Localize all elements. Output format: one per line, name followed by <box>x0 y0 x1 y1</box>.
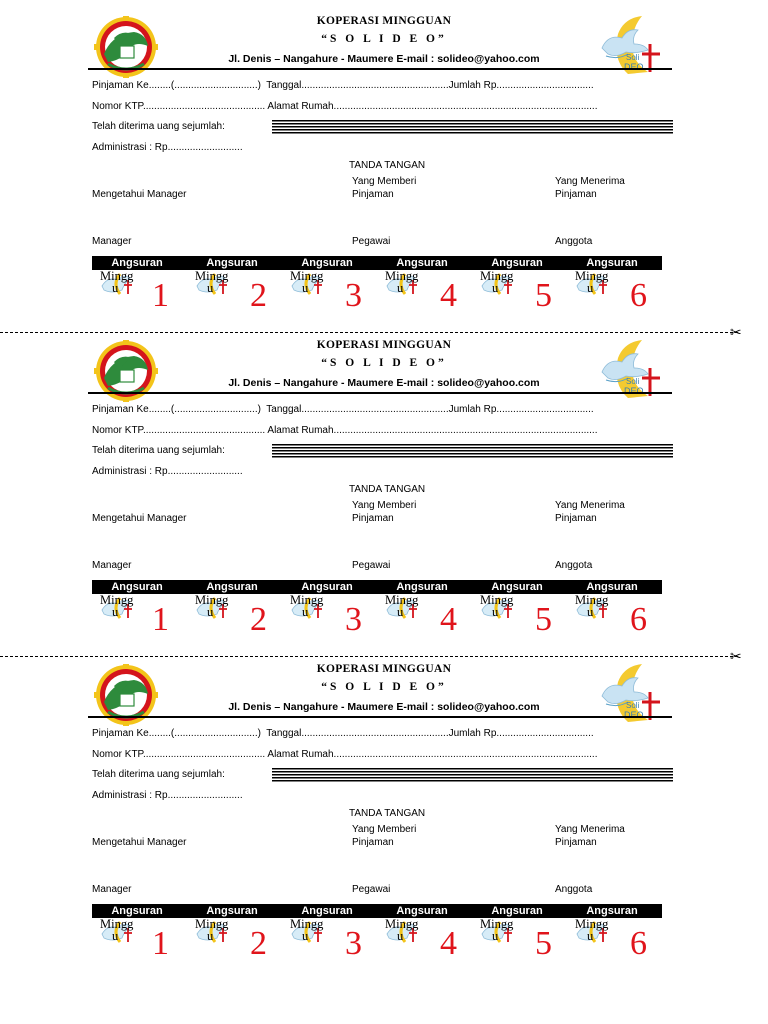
week-label-line2: u <box>302 605 309 619</box>
lender-caption-line2: Pinjaman <box>352 837 394 848</box>
amount-received-label: Telah diterima uang sejumlah: <box>92 769 225 780</box>
installment-number: 3 <box>345 925 362 962</box>
installment-number: 4 <box>440 925 457 962</box>
soli-deo-logo <box>598 338 666 400</box>
installment-header: Angsuran <box>301 905 353 917</box>
week-label-line2: u <box>397 281 404 295</box>
installment-header: Angsuran <box>586 581 638 593</box>
installment-header: Angsuran <box>111 257 163 269</box>
week-label-line2: u <box>587 281 594 295</box>
signature-heading: TANDA TANGAN <box>349 160 426 171</box>
week-label-line1: Mingg <box>575 269 609 283</box>
week-label-line2: u <box>207 605 214 619</box>
week-label-line1: Mingg <box>385 917 419 931</box>
employee-signature-label: Pegawai <box>352 560 391 571</box>
organization-address: Jl. Denis – Nangahure - Maumere E-mail : solideo@yahoo.com <box>228 377 540 389</box>
scissors-icon: ✂ <box>730 648 742 664</box>
svg-text:DEO: DEO <box>624 386 644 396</box>
loan-number-date-amount-field[interactable]: Pinjaman Ke........(..............................) Tanggal.....................................................Jumlah Rp................................... <box>92 728 594 739</box>
installment-number: 5 <box>535 925 552 962</box>
installment-number: 1 <box>152 277 169 314</box>
loan-slip <box>0 324 768 644</box>
installment-header: Angsuran <box>491 581 543 593</box>
installment-header: Angsuran <box>491 905 543 917</box>
receiver-caption-line2: Pinjaman <box>555 513 597 524</box>
manager-signature-label: Manager <box>92 884 132 895</box>
installment-number: 6 <box>630 601 647 638</box>
administration-fee-field[interactable]: Administrasi : Rp........................... <box>92 142 243 153</box>
dove-icon <box>598 662 666 724</box>
employee-signature-label: Pegawai <box>352 884 391 895</box>
week-label-line1: Mingg <box>290 269 324 283</box>
week-label-line1: Mingg <box>385 269 419 283</box>
week-label-line2: u <box>302 281 309 295</box>
week-label-line1: Mingg <box>290 593 324 607</box>
installment-header: Angsuran <box>396 257 448 269</box>
week-label-line1: Mingg <box>480 917 514 931</box>
signature-heading: TANDA TANGAN <box>349 484 426 495</box>
administration-fee-field[interactable]: Administrasi : Rp........................... <box>92 466 243 477</box>
header-divider <box>88 392 672 394</box>
installment-header: Angsuran <box>586 257 638 269</box>
organization-motto: “S O L I D E O” <box>321 33 447 45</box>
week-label-line2: u <box>492 929 499 943</box>
week-label <box>195 270 228 294</box>
organization-name: KOPERASI MINGGUAN <box>316 15 452 27</box>
installment-header: Angsuran <box>396 905 448 917</box>
week-label <box>575 594 608 618</box>
installment-header: Angsuran <box>301 581 353 593</box>
receiver-caption-line2: Pinjaman <box>555 837 597 848</box>
receiver-caption-line2: Pinjaman <box>555 189 597 200</box>
week-label-line2: u <box>587 929 594 943</box>
installment-number: 3 <box>345 601 362 638</box>
organization-motto: “S O L I D E O” <box>321 681 447 693</box>
week-label-line2: u <box>112 281 119 295</box>
week-label-line2: u <box>587 605 594 619</box>
week-label-line2: u <box>492 281 499 295</box>
week-label-line1: Mingg <box>100 593 134 607</box>
amount-in-words-field[interactable] <box>272 120 673 134</box>
dove-icon <box>598 14 666 76</box>
organization-name: KOPERASI MINGGUAN <box>316 339 452 351</box>
organization-address: Jl. Denis – Nangahure - Maumere E-mail : solideo@yahoo.com <box>228 701 540 713</box>
amount-in-words-field[interactable] <box>272 768 673 782</box>
soli-deo-logo <box>598 14 666 76</box>
cut-line <box>0 656 738 657</box>
installment-header: Angsuran <box>111 905 163 917</box>
manager-approval-caption: Mengetahui Manager <box>92 513 187 524</box>
week-label <box>385 270 418 294</box>
loan-slip <box>0 0 768 320</box>
lender-caption-line2: Pinjaman <box>352 513 394 524</box>
manager-approval-caption: Mengetahui Manager <box>92 189 187 200</box>
loan-number-date-amount-field[interactable]: Pinjaman Ke........(..............................) Tanggal.....................................................Jumlah Rp................................... <box>92 404 594 415</box>
lender-caption-line1: Yang Memberi <box>352 824 417 835</box>
week-label <box>100 918 133 942</box>
signature-heading: TANDA TANGAN <box>349 808 426 819</box>
week-label <box>290 594 323 618</box>
receiver-caption-line1: Yang Menerima <box>555 176 625 187</box>
header-divider <box>88 716 672 718</box>
week-label <box>195 594 228 618</box>
week-label <box>575 918 608 942</box>
week-label <box>385 594 418 618</box>
week-label <box>480 918 513 942</box>
installment-number: 4 <box>440 277 457 314</box>
member-signature-label: Anggota <box>555 236 593 247</box>
installment-number: 6 <box>630 925 647 962</box>
organization-motto: “S O L I D E O” <box>321 357 447 369</box>
week-label <box>195 918 228 942</box>
installment-header: Angsuran <box>491 257 543 269</box>
week-label-line2: u <box>207 929 214 943</box>
id-number-address-field[interactable]: Nomor KTP............................................ Alamat Rumah............................................................................................... <box>92 749 598 760</box>
id-number-address-field[interactable]: Nomor KTP............................................ Alamat Rumah............................................................................................... <box>92 101 598 112</box>
manager-signature-label: Manager <box>92 236 132 247</box>
week-label-line2: u <box>112 929 119 943</box>
lender-caption-line1: Yang Memberi <box>352 176 417 187</box>
svg-text:Soli: Soli <box>626 377 640 386</box>
installment-number: 3 <box>345 277 362 314</box>
dove-icon <box>598 338 666 400</box>
week-label-line2: u <box>397 605 404 619</box>
week-label-line1: Mingg <box>100 269 134 283</box>
installment-header: Angsuran <box>206 257 258 269</box>
installment-header: Angsuran <box>586 905 638 917</box>
week-label-line1: Mingg <box>290 917 324 931</box>
week-label <box>575 270 608 294</box>
installment-number: 2 <box>250 277 267 314</box>
week-label <box>480 594 513 618</box>
installment-header: Angsuran <box>301 257 353 269</box>
organization-address: Jl. Denis – Nangahure - Maumere E-mail : solideo@yahoo.com <box>228 53 540 65</box>
week-label <box>100 270 133 294</box>
manager-signature-label: Manager <box>92 560 132 571</box>
member-signature-label: Anggota <box>555 884 593 895</box>
lender-caption-line1: Yang Memberi <box>352 500 417 511</box>
installment-number: 5 <box>535 601 552 638</box>
installment-number: 5 <box>535 277 552 314</box>
soli-deo-logo <box>598 662 666 724</box>
week-label-line1: Mingg <box>100 917 134 931</box>
week-label <box>290 270 323 294</box>
loan-slip <box>0 648 768 968</box>
week-label-line1: Mingg <box>385 593 419 607</box>
loan-number-date-amount-field[interactable]: Pinjaman Ke........(..............................) Tanggal.....................................................Jumlah Rp................................... <box>92 80 594 91</box>
week-label-line2: u <box>207 281 214 295</box>
week-label-line2: u <box>397 929 404 943</box>
svg-text:Soli: Soli <box>626 701 640 710</box>
week-label <box>100 594 133 618</box>
member-signature-label: Anggota <box>555 560 593 571</box>
lender-caption-line2: Pinjaman <box>352 189 394 200</box>
week-label-line1: Mingg <box>575 593 609 607</box>
amount-received-label: Telah diterima uang sejumlah: <box>92 445 225 456</box>
installment-number: 1 <box>152 601 169 638</box>
installment-header: Angsuran <box>206 905 258 917</box>
administration-fee-field[interactable]: Administrasi : Rp........................... <box>92 790 243 801</box>
installment-header: Angsuran <box>396 581 448 593</box>
week-label <box>385 918 418 942</box>
cut-line <box>0 332 738 333</box>
receiver-caption-line1: Yang Menerima <box>555 824 625 835</box>
organization-name: KOPERASI MINGGUAN <box>316 663 452 675</box>
svg-text:DEO: DEO <box>624 62 644 72</box>
week-label <box>290 918 323 942</box>
svg-text:Soli: Soli <box>626 53 640 62</box>
installment-number: 4 <box>440 601 457 638</box>
id-number-address-field[interactable]: Nomor KTP............................................ Alamat Rumah............................................................................................... <box>92 425 598 436</box>
week-label-line1: Mingg <box>195 269 229 283</box>
week-label-line2: u <box>302 929 309 943</box>
svg-text:DEO: DEO <box>624 710 644 720</box>
week-label-line1: Mingg <box>195 917 229 931</box>
installment-number: 2 <box>250 601 267 638</box>
receiver-caption-line1: Yang Menerima <box>555 500 625 511</box>
installment-number: 6 <box>630 277 647 314</box>
week-label-line1: Mingg <box>195 593 229 607</box>
amount-received-label: Telah diterima uang sejumlah: <box>92 121 225 132</box>
week-label-line1: Mingg <box>480 593 514 607</box>
installment-header: Angsuran <box>206 581 258 593</box>
week-label-line2: u <box>492 605 499 619</box>
header-divider <box>88 68 672 70</box>
installment-number: 2 <box>250 925 267 962</box>
week-label-line1: Mingg <box>575 917 609 931</box>
week-label <box>480 270 513 294</box>
scissors-icon: ✂ <box>730 324 742 340</box>
installment-number: 1 <box>152 925 169 962</box>
week-label-line2: u <box>112 605 119 619</box>
week-label-line1: Mingg <box>480 269 514 283</box>
employee-signature-label: Pegawai <box>352 236 391 247</box>
manager-approval-caption: Mengetahui Manager <box>92 837 187 848</box>
amount-in-words-field[interactable] <box>272 444 673 458</box>
installment-header: Angsuran <box>111 581 163 593</box>
